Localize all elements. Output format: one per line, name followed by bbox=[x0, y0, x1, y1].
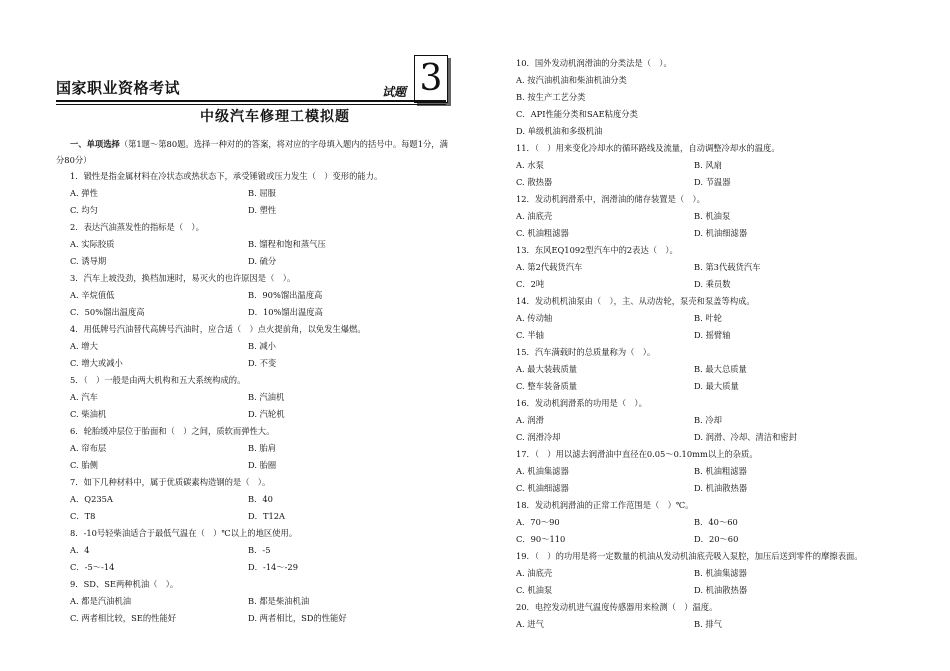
option-b: B. 叶轮 bbox=[694, 313, 722, 323]
option-c: C．T8 bbox=[70, 511, 96, 521]
option-d: D. 摇臂轴 bbox=[694, 330, 731, 340]
section-heading bbox=[56, 136, 456, 168]
option-b: B．-5 bbox=[248, 545, 271, 555]
question-19 bbox=[502, 548, 902, 599]
option-d: D. 硫分 bbox=[248, 256, 277, 266]
option-b: B. 冷却 bbox=[694, 415, 722, 425]
option-b: B. 排气 bbox=[694, 619, 722, 629]
right-column bbox=[502, 55, 902, 633]
option-d: D. 两者相比，SD的性能好 bbox=[248, 613, 347, 623]
question-text: 5．（ ）一般是由两大机构和五大系统构成的。 bbox=[70, 375, 246, 385]
question-20 bbox=[502, 599, 902, 633]
option-a: A. 润滑 bbox=[516, 415, 544, 425]
option-d: D．20～60 bbox=[694, 534, 739, 544]
option-d: D. 汽轮机 bbox=[248, 409, 285, 419]
option-b: B．40 bbox=[248, 494, 273, 504]
question-text: 19．（ ）的功用是将一定数量的机油从发动机油底壳吸入泵腔，加压后送到零件的摩擦表面。 bbox=[516, 551, 863, 561]
question-text: 17．（ ）用以滤去润滑油中直径在0.05～0.10mm以上的杂质。 bbox=[516, 449, 758, 459]
paper-tag: 试题 bbox=[382, 85, 407, 99]
option-c: C．-5～-14 bbox=[70, 562, 115, 572]
question-9 bbox=[56, 576, 456, 627]
option-a: A. 帘布层 bbox=[70, 443, 107, 453]
question-15 bbox=[502, 344, 902, 395]
option-d: D. 不变 bbox=[248, 358, 277, 368]
option-b: B. 按生产工艺分类 bbox=[516, 92, 586, 102]
option-d: D. 机油细滤器 bbox=[694, 228, 748, 238]
option-d: D. 节温器 bbox=[694, 177, 731, 187]
option-a: A. 水泵 bbox=[516, 160, 544, 170]
option-b: B. 屈服 bbox=[248, 188, 276, 198]
option-b: B. 汽油机 bbox=[248, 392, 285, 402]
option-a: A．70～90 bbox=[516, 517, 560, 527]
option-a: A. 辛烷值低 bbox=[70, 290, 115, 300]
option-a: A. 进气 bbox=[516, 619, 544, 629]
option-b: B. 机油粗滤器 bbox=[694, 466, 747, 476]
option-a: A. 按汽油机油和柴油机油分类 bbox=[516, 75, 627, 85]
question-13 bbox=[502, 242, 902, 293]
option-c: C. 增大或减小 bbox=[70, 358, 123, 368]
option-c: C. 机油粗滤器 bbox=[516, 228, 569, 238]
question-text: 1．锻性是指金属材料在冷状态或热状态下，承受锤锻或压力发生（ ）变形的能力。 bbox=[70, 171, 383, 181]
question-8 bbox=[56, 525, 456, 576]
question-3 bbox=[56, 270, 456, 321]
question-4 bbox=[56, 321, 456, 372]
question-2 bbox=[56, 219, 456, 270]
question-text: 14．发动机机油泵由（ ），主、从动齿轮，泵壳和泵盖等构成。 bbox=[516, 296, 755, 306]
option-d: D．-14～-29 bbox=[248, 562, 298, 572]
option-a: A. 汽车 bbox=[70, 392, 98, 402]
option-c: C. 诱导期 bbox=[70, 256, 107, 266]
option-a: A．Q235A bbox=[70, 494, 113, 504]
option-b: B. 减小 bbox=[248, 341, 276, 351]
option-a: A. 实际胶质 bbox=[70, 239, 115, 249]
section-label: 一、单项选择 bbox=[70, 139, 120, 149]
question-10 bbox=[502, 55, 902, 140]
option-c: C．50%馏出温度高 bbox=[70, 307, 145, 317]
question-text: 4．用低牌号汽油替代高牌号汽油时，应合适（ ）点火提前角，以免发生爆燃。 bbox=[70, 324, 366, 334]
option-a: A. 机油集滤器 bbox=[516, 466, 569, 476]
org-name: 国家职业资格考试 bbox=[56, 79, 181, 97]
option-b: B. 都是柴油机油 bbox=[248, 596, 310, 606]
option-d: D. 乘员数 bbox=[694, 279, 731, 289]
option-c: C．API性能分类和SAE粘度分类 bbox=[516, 109, 638, 119]
option-a: A. 都是汽油机油 bbox=[70, 596, 132, 606]
question-text: 11．（ ）用来变化冷却水的循环路线及流量，自动调整冷却水的温度。 bbox=[516, 143, 780, 153]
option-b: B．40～60 bbox=[694, 517, 738, 527]
option-d: D. 胎圈 bbox=[248, 460, 277, 470]
option-a: A. 油底壳 bbox=[516, 211, 553, 221]
option-b: B. 最大总质量 bbox=[694, 364, 747, 374]
option-b: B. 馏程和饱和蒸气压 bbox=[248, 239, 326, 249]
question-text: 10．国外发动机润滑油的分类法是（ ）。 bbox=[516, 58, 672, 68]
option-c: C. 柴油机 bbox=[70, 409, 107, 419]
page-title: 中级汽车修理工模拟题 bbox=[200, 109, 350, 125]
paper-number-box: 3 bbox=[414, 55, 448, 103]
option-a: A. 弹性 bbox=[70, 188, 98, 198]
question-12 bbox=[502, 191, 902, 242]
option-c: C. 两者相比较，SE的性能好 bbox=[70, 613, 177, 623]
question-7 bbox=[56, 474, 456, 525]
header-rule-thin bbox=[56, 104, 446, 105]
question-text: 8．-10号轻柴油适合于最低气温在（ ）℃以上的地区使用。 bbox=[70, 528, 298, 538]
section-instruction: （第1题～第80题。选择一种对的的答案，将对应的字母填入题内的括号中。每题1分，满分80分） bbox=[56, 139, 448, 165]
question-text: 15．汽车满载时的总质量称为（ ）。 bbox=[516, 347, 656, 357]
question-text: 2．表达汽油蒸发性的指标是（ ）。 bbox=[70, 222, 204, 232]
question-14 bbox=[502, 293, 902, 344]
option-b: B. 第3代载货汽车 bbox=[694, 262, 761, 272]
option-c: C．2吨 bbox=[516, 279, 545, 289]
question-text: 3．汽车上坡没劲，换档加速时，易灭火的也许原因是（ ）。 bbox=[70, 273, 296, 283]
left-column bbox=[56, 136, 456, 627]
option-d: D. 塑性 bbox=[248, 205, 277, 215]
option-c: C. 整车装备质量 bbox=[516, 381, 578, 391]
question-text: 16．发动机润滑系的功用是（ ）。 bbox=[516, 398, 647, 408]
question-5 bbox=[56, 372, 456, 423]
option-d: D. 机油散热器 bbox=[694, 585, 748, 595]
question-text: 9．SD、SE两种机油（ ）。 bbox=[70, 579, 179, 589]
option-a: A. 增大 bbox=[70, 341, 98, 351]
option-a: A. 传动轴 bbox=[516, 313, 553, 323]
option-d: D. 润滑、冷却、清洁和密封 bbox=[694, 432, 797, 442]
option-c: C. 机油细滤器 bbox=[516, 483, 569, 493]
option-b: B. 胎肩 bbox=[248, 443, 276, 453]
option-d: D．T12A bbox=[248, 511, 286, 521]
option-c: C. 润滑冷却 bbox=[516, 432, 561, 442]
question-text: 13．东风EQ1092型汽车中的2表达（ ）。 bbox=[516, 245, 678, 255]
question-6 bbox=[56, 423, 456, 474]
option-b: B. 机油集滤器 bbox=[694, 568, 747, 578]
option-b: B. 机油泵 bbox=[694, 211, 731, 221]
question-text: 18．发动机润滑油的正常工作范围是（ ）℃。 bbox=[516, 500, 694, 510]
option-d: D. 单级机油和多级机油 bbox=[516, 126, 603, 136]
question-text: 6．轮胎缓冲层位于胎面和（ ）之间，质软而弹性大。 bbox=[70, 426, 275, 436]
option-c: C. 胎侧 bbox=[70, 460, 98, 470]
question-17 bbox=[502, 446, 902, 497]
option-b: B．90%馏出温度高 bbox=[248, 290, 323, 300]
option-c: C. 机油泵 bbox=[516, 585, 553, 595]
option-c: C. 散热器 bbox=[516, 177, 553, 187]
option-c: C. 均匀 bbox=[70, 205, 98, 215]
question-11 bbox=[502, 140, 902, 191]
option-a: A. 第2代载货汽车 bbox=[516, 262, 583, 272]
question-text: 20．电控发动机进气温度传感器用来检测（ ）温度。 bbox=[516, 602, 718, 612]
option-c: C. 半轴 bbox=[516, 330, 544, 340]
option-d: D．10%馏出温度高 bbox=[248, 307, 323, 317]
option-d: D. 机油散热器 bbox=[694, 483, 748, 493]
question-18 bbox=[502, 497, 902, 548]
header-rule bbox=[56, 100, 446, 102]
option-a: A. 油底壳 bbox=[516, 568, 553, 578]
question-text: 7．如下几种材料中，属于优质碳素构造钢的是（ ）。 bbox=[70, 477, 271, 487]
option-c: C．90～110 bbox=[516, 534, 566, 544]
question-text: 12．发动机润滑系中，润滑油的储存装置是（ ）。 bbox=[516, 194, 705, 204]
option-a: A. 最大装载质量 bbox=[516, 364, 578, 374]
option-d: D. 最大质量 bbox=[694, 381, 739, 391]
option-a: A．4 bbox=[70, 545, 90, 555]
option-b: B. 风扇 bbox=[694, 160, 722, 170]
question-1 bbox=[56, 168, 456, 219]
question-16 bbox=[502, 395, 902, 446]
